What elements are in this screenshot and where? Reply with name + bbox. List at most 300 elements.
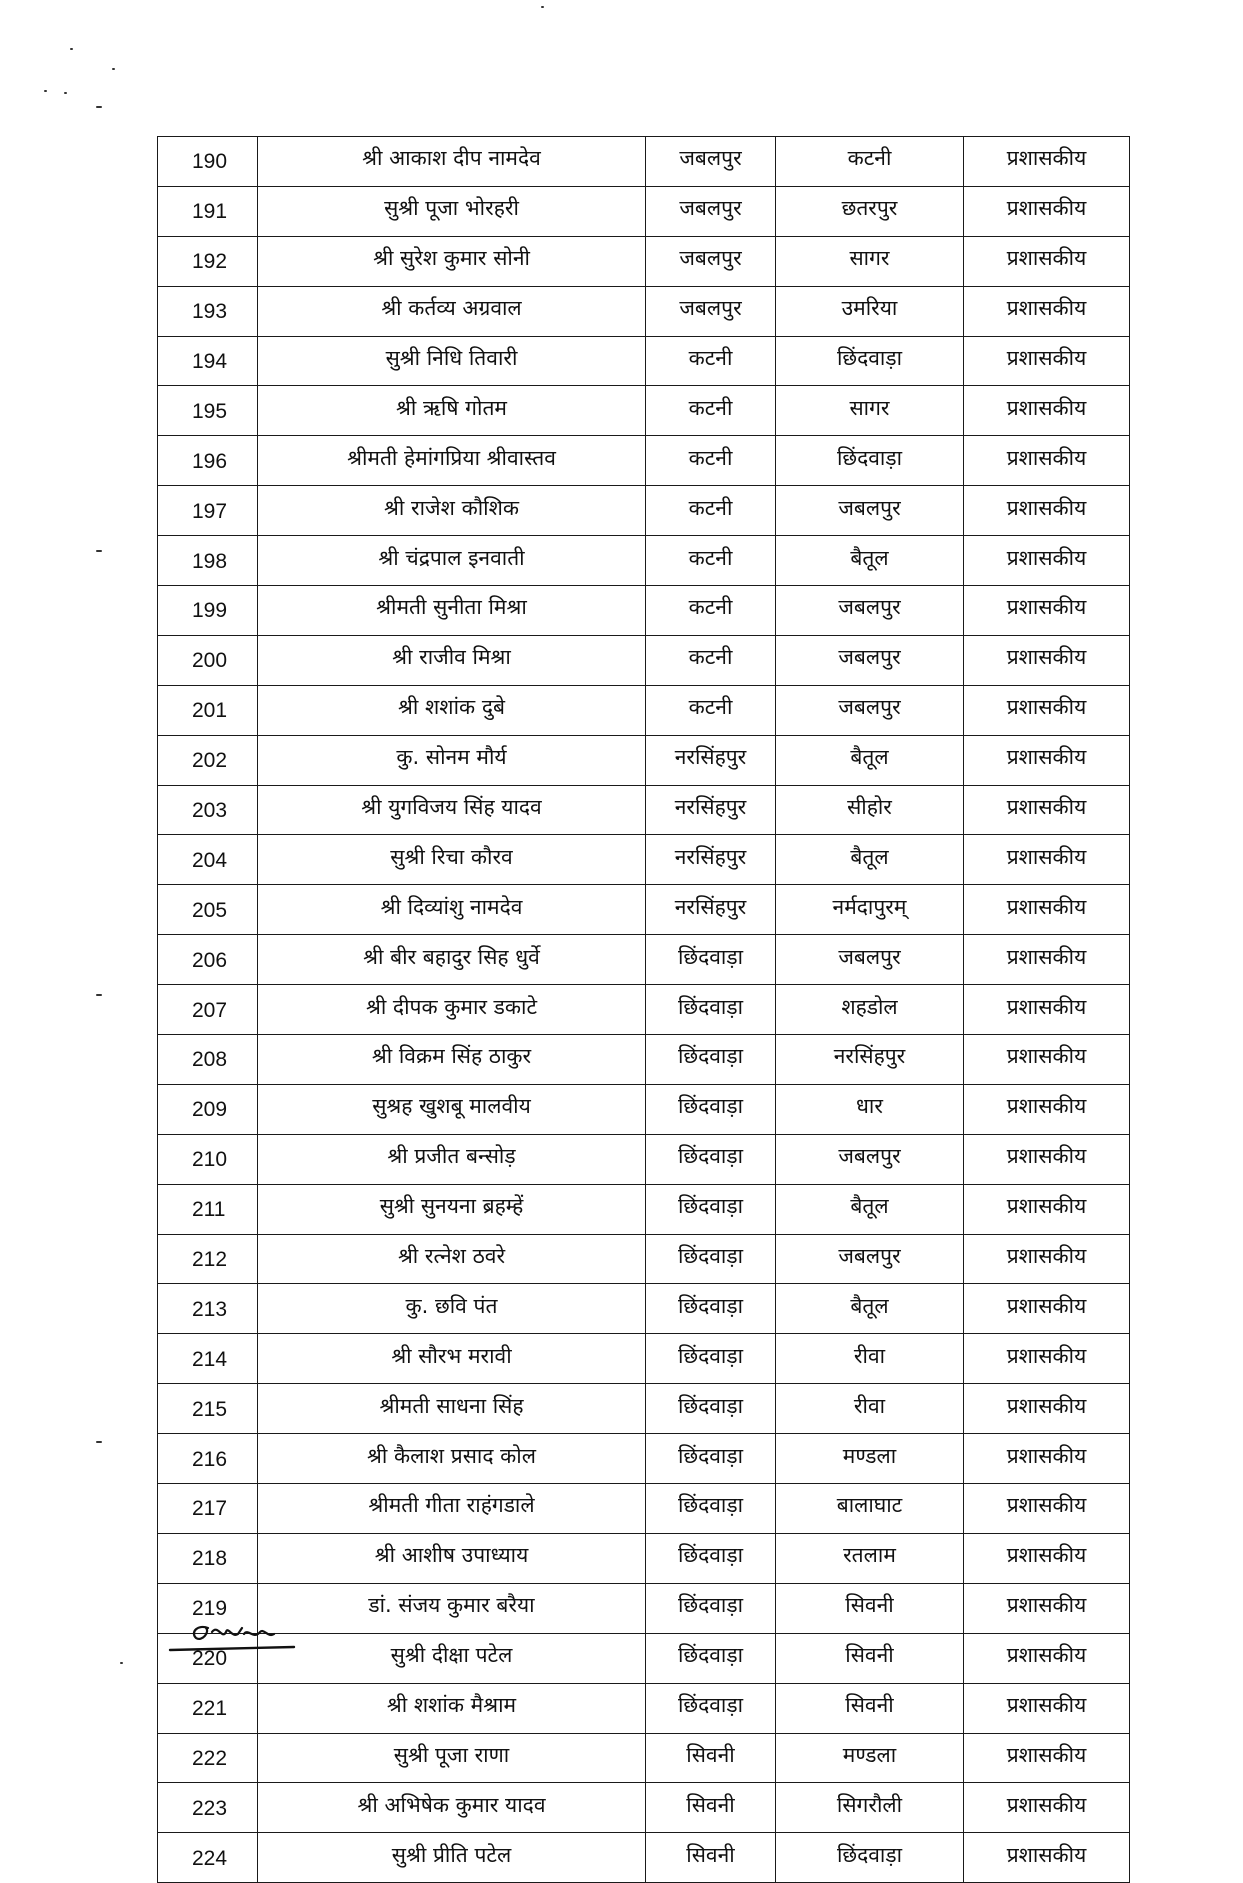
new-posting: छिंदवाड़ा (836, 445, 903, 470)
row-number-cell (158, 785, 258, 835)
employee-name: श्री विक्रम सिंह ठाकुर (371, 1044, 532, 1069)
row-number-cell (158, 1334, 258, 1384)
row-number: 200 (192, 649, 228, 673)
new-posting: रीवा (853, 1343, 886, 1368)
row-number: 221 (192, 1697, 228, 1721)
current-posting-cell (646, 586, 776, 636)
new-posting: सिवनी (845, 1643, 894, 1668)
row-number: 212 (192, 1248, 228, 1272)
transfer-type: प्रशासकीय (1006, 545, 1087, 570)
transfer-type: प्रशासकीय (1006, 1393, 1087, 1418)
employee-name-cell (258, 935, 646, 985)
new-posting-cell (776, 1134, 964, 1184)
current-posting: छिंदवाड़ा (677, 1244, 744, 1269)
table-row (158, 1683, 1130, 1733)
row-number-cell (158, 1783, 258, 1833)
current-posting: जबलपुर (679, 196, 742, 221)
transfer-type: प्रशासकीय (1006, 1293, 1087, 1318)
new-posting-cell (776, 286, 964, 336)
row-number: 192 (192, 250, 228, 274)
transfer-type-cell (964, 436, 1130, 486)
employee-name: सुश्री दीक्षा पटेल (390, 1643, 513, 1668)
new-posting: सागर (849, 395, 890, 420)
current-posting-cell (646, 1533, 776, 1583)
current-posting-cell (646, 1434, 776, 1484)
transfer-type-cell (964, 1134, 1130, 1184)
row-number: 196 (192, 449, 228, 473)
transfer-type-cell (964, 186, 1130, 236)
table-row (158, 885, 1130, 935)
row-number-cell (158, 835, 258, 885)
row-number: 219 (192, 1597, 228, 1621)
current-posting: छिंदवाड़ा (677, 994, 744, 1019)
transfer-type: प्रशासकीय (1006, 645, 1087, 670)
row-number: 224 (192, 1846, 228, 1870)
scan-speck (112, 68, 115, 70)
employee-name-cell (258, 236, 646, 286)
new-posting-cell (776, 1484, 964, 1534)
employee-name: श्री शशांक दुबे (398, 695, 505, 720)
current-posting: छिंदवाड़ा (677, 1293, 744, 1318)
transfer-type: प्रशासकीय (1006, 1543, 1087, 1568)
transfer-type-cell (964, 137, 1130, 187)
current-posting-cell (646, 486, 776, 536)
new-posting: धार (856, 1094, 883, 1119)
row-number: 206 (192, 948, 228, 972)
new-posting: बैतूल (850, 1293, 889, 1318)
row-number-cell (158, 735, 258, 785)
transfer-type-cell (964, 1434, 1130, 1484)
new-posting: रतलाम (843, 1543, 896, 1568)
current-posting-cell (646, 1833, 776, 1883)
transfer-type-cell (964, 536, 1130, 586)
transfer-type: प्रशासकीय (1006, 196, 1087, 221)
employee-name: कु. छवि पंत (405, 1293, 498, 1318)
table-row (158, 785, 1130, 835)
transfer-type-cell (964, 1084, 1130, 1134)
row-number: 195 (192, 399, 228, 423)
new-posting-cell (776, 1533, 964, 1583)
transfer-type: प्रशासकीय (1006, 1194, 1087, 1219)
employee-name: सुश्री प्रीति पटेल (391, 1842, 512, 1867)
new-posting: छतरपुर (841, 196, 898, 221)
current-posting-cell (646, 935, 776, 985)
scan-speck (96, 1441, 102, 1443)
new-posting: जबलपुर (838, 595, 901, 620)
table-row (158, 1384, 1130, 1434)
row-number-cell (158, 685, 258, 735)
current-posting: नरसिंहपुर (674, 795, 747, 820)
employee-name-cell (258, 835, 646, 885)
row-number: 198 (192, 549, 228, 573)
transfer-type: प्रशासकीय (1006, 1643, 1087, 1668)
transfer-type-cell (964, 336, 1130, 386)
new-posting: जबलपुर (838, 645, 901, 670)
transfer-type: प्रशासकीय (1006, 346, 1087, 370)
transfer-type: प्रशासकीय (1006, 246, 1087, 271)
table-row (158, 1084, 1130, 1134)
transfer-type-cell (964, 1783, 1130, 1833)
new-posting-cell (776, 1683, 964, 1733)
current-posting: सिवनी (686, 1742, 735, 1767)
transfer-type: प्रशासकीय (1006, 1693, 1087, 1718)
employee-name: श्रीमती साधना सिंह (379, 1393, 524, 1418)
transfer-type-cell (964, 1484, 1130, 1534)
new-posting-cell (776, 386, 964, 436)
new-posting: मण्डला (842, 1443, 897, 1468)
scan-speck (541, 6, 544, 8)
new-posting: मण्डला (842, 1742, 897, 1767)
employee-name: श्री राजीव मिश्रा (392, 645, 511, 670)
new-posting: जबलपुर (838, 1144, 901, 1169)
transfer-type: प्रशासकीय (1006, 795, 1087, 820)
employee-name: श्रीमती गीता राहंगडाले (368, 1493, 535, 1518)
transfer-type-cell (964, 386, 1130, 436)
signature (168, 1610, 328, 1660)
current-posting-cell (646, 1484, 776, 1534)
employee-name-cell (258, 685, 646, 735)
employee-name: सुश्री रिचा कौरव (390, 844, 513, 869)
row-number-cell (158, 137, 258, 187)
transfer-type: प्रशासकीय (1006, 1742, 1087, 1767)
new-posting-cell (776, 1084, 964, 1134)
table-row (158, 236, 1130, 286)
new-posting: सिवनी (845, 1593, 894, 1618)
new-posting-cell (776, 735, 964, 785)
new-posting-cell (776, 885, 964, 935)
row-number-cell (158, 586, 258, 636)
row-number-cell (158, 1284, 258, 1334)
employee-name: श्री दिव्यांशु नामदेव (380, 894, 523, 919)
table-row (158, 436, 1130, 486)
new-posting-cell (776, 1633, 964, 1683)
new-posting-cell (776, 1783, 964, 1833)
row-number: 197 (192, 499, 228, 523)
transfer-type: प्रशासकीय (1006, 1493, 1087, 1518)
employee-name-cell (258, 635, 646, 685)
row-number-cell (158, 1084, 258, 1134)
current-posting: नरसिंहपुर (674, 844, 747, 869)
employee-name-cell (258, 137, 646, 187)
table-row (158, 1484, 1130, 1534)
transfer-type: प्रशासकीय (1006, 1044, 1087, 1069)
current-posting: छिंदवाड़ा (677, 1443, 744, 1468)
table-row (158, 1434, 1130, 1484)
new-posting: कटनी (847, 146, 892, 171)
row-number: 217 (192, 1497, 228, 1521)
employee-name-cell (258, 885, 646, 935)
new-posting: सिगरौली (836, 1792, 903, 1817)
employee-name-cell (258, 1833, 646, 1883)
current-posting-cell (646, 1084, 776, 1134)
transfer-type-cell (964, 635, 1130, 685)
new-posting: बैतूल (850, 745, 889, 770)
employee-name-cell (258, 1084, 646, 1134)
employee-name: श्री आशीष उपाध्याय (374, 1543, 529, 1568)
new-posting-cell (776, 1334, 964, 1384)
current-posting: कटनी (688, 695, 733, 720)
transfer-type: प्रशासकीय (1006, 495, 1087, 520)
employee-name: श्री शशांक मैश्राम (386, 1693, 517, 1718)
new-posting: जबलपुर (838, 1244, 901, 1269)
table-row (158, 1134, 1130, 1184)
new-posting-cell (776, 1583, 964, 1633)
scan-speck (70, 48, 73, 50)
transfer-type-cell (964, 236, 1130, 286)
transfer-type: प्रशासकीय (1006, 994, 1087, 1019)
employee-name-cell (258, 336, 646, 386)
transfer-type: प्रशासकीय (1006, 146, 1087, 171)
transfer-type: प्रशासकीय (1006, 1443, 1087, 1468)
current-posting: नरसिंहपुर (674, 894, 747, 919)
employee-name: श्री कैलाश प्रसाद कोल (367, 1443, 536, 1468)
employee-name: श्री आकाश दीप नामदेव (362, 146, 541, 171)
current-posting: छिंदवाड़ा (677, 1194, 744, 1219)
new-posting: जबलपुर (838, 495, 901, 520)
row-number-cell (158, 1484, 258, 1534)
employee-name-cell (258, 486, 646, 536)
employee-name-cell (258, 1484, 646, 1534)
row-number-cell (158, 1533, 258, 1583)
row-number: 190 (192, 150, 228, 174)
row-number-cell (158, 286, 258, 336)
row-number: 213 (192, 1297, 228, 1321)
employee-name-cell (258, 1434, 646, 1484)
new-posting-cell (776, 685, 964, 735)
transfer-type-cell (964, 1833, 1130, 1883)
current-posting: छिंदवाड़ा (677, 1693, 744, 1718)
new-posting-cell (776, 536, 964, 586)
current-posting: जबलपुर (679, 146, 742, 171)
transfer-type: प्रशासकीय (1006, 1792, 1087, 1817)
new-posting: छिंदवाड़ा (836, 1842, 903, 1867)
scan-speck (64, 92, 67, 94)
row-number: 191 (192, 200, 228, 224)
new-posting-cell (776, 1284, 964, 1334)
transfer-type: प्रशासकीय (1006, 296, 1087, 321)
transfer-type: प्रशासकीय (1006, 395, 1087, 420)
new-posting: सिवनी (845, 1693, 894, 1718)
new-posting: बैतूल (850, 545, 889, 570)
new-posting-cell (776, 436, 964, 486)
row-number-cell (158, 985, 258, 1035)
row-number: 223 (192, 1796, 228, 1820)
current-posting: कटनी (688, 395, 733, 420)
transfer-type-cell (964, 1184, 1130, 1234)
transfer-type: प्रशासकीय (1006, 1593, 1087, 1618)
employee-name: सुश्री सुनयना ब्रहम्हें (379, 1194, 524, 1219)
current-posting: कटनी (688, 445, 733, 470)
current-posting-cell (646, 436, 776, 486)
current-posting: छिंदवाड़ा (677, 944, 744, 969)
current-posting-cell (646, 137, 776, 187)
table-row (158, 685, 1130, 735)
transfer-type: प्रशासकीय (1006, 944, 1087, 969)
transfer-type: प्रशासकीय (1006, 1144, 1087, 1169)
current-posting: छिंदवाड़ा (677, 1094, 744, 1119)
transfer-type: प्रशासकीय (1006, 745, 1087, 770)
transfer-type: प्रशासकीय (1006, 844, 1087, 869)
row-number: 218 (192, 1547, 228, 1571)
new-posting-cell (776, 835, 964, 885)
current-posting-cell (646, 1384, 776, 1434)
table-row (158, 635, 1130, 685)
current-posting: कटनी (688, 495, 733, 520)
table-row (158, 1783, 1130, 1833)
transfer-type: प्रशासकीय (1006, 1094, 1087, 1119)
row-number: 204 (192, 848, 228, 872)
employee-name-cell (258, 586, 646, 636)
transfer-type-cell (964, 1683, 1130, 1733)
employee-name: श्री ऋषि गोतम (396, 395, 507, 420)
current-posting: कटनी (688, 346, 733, 370)
employee-name: डां. संजय कुमार बरैया (368, 1593, 535, 1618)
row-number-cell (158, 635, 258, 685)
new-posting: नर्मदापुरम् (832, 894, 907, 919)
new-posting: सीहोर (847, 795, 892, 820)
employee-name: सुश्री निधि तिवारी (385, 346, 518, 370)
current-posting-cell (646, 236, 776, 286)
employee-name: श्री दीपक कुमार डकाटे (365, 994, 538, 1019)
employee-name-cell (258, 286, 646, 336)
row-number: 216 (192, 1447, 228, 1471)
new-posting: नरसिंहपुर (833, 1044, 906, 1069)
employee-name-cell (258, 386, 646, 436)
current-posting-cell (646, 336, 776, 386)
new-posting-cell (776, 935, 964, 985)
employee-name: श्री रत्नेश ठवरे (397, 1244, 506, 1269)
row-number: 209 (192, 1098, 228, 1122)
new-posting-cell (776, 186, 964, 236)
row-number-cell (158, 1134, 258, 1184)
new-posting: सागर (849, 246, 890, 271)
employee-name-cell (258, 985, 646, 1035)
new-posting-cell (776, 1234, 964, 1284)
employee-name-cell (258, 436, 646, 486)
transfer-type: प्रशासकीय (1006, 695, 1087, 720)
employee-name-cell (258, 536, 646, 586)
employee-name-cell (258, 735, 646, 785)
row-number-cell (158, 486, 258, 536)
current-posting: कटनी (688, 645, 733, 670)
table-row (158, 1533, 1130, 1583)
table-row (158, 1334, 1130, 1384)
row-number-cell (158, 1234, 258, 1284)
current-posting: छिंदवाड़ा (677, 1144, 744, 1169)
transfer-type-cell (964, 286, 1130, 336)
row-number: 193 (192, 300, 228, 324)
employee-name: श्री चंद्रपाल इनवाती (378, 545, 525, 570)
row-number: 194 (192, 350, 228, 373)
row-number-cell (158, 935, 258, 985)
current-posting-cell (646, 735, 776, 785)
transfer-type: प्रशासकीय (1006, 1244, 1087, 1269)
employee-name-cell (258, 1683, 646, 1733)
new-posting-cell (776, 985, 964, 1035)
row-number: 205 (192, 898, 228, 922)
current-posting: नरसिंहपुर (674, 745, 747, 770)
transfer-type-cell (964, 685, 1130, 735)
employee-name: श्री प्रजीत बन्सोड़ (387, 1144, 516, 1169)
current-posting-cell (646, 1234, 776, 1284)
current-posting-cell (646, 1583, 776, 1633)
employee-name-cell (258, 1184, 646, 1234)
transfer-type-cell (964, 985, 1130, 1035)
current-posting-cell (646, 1633, 776, 1683)
table-row (158, 336, 1130, 386)
row-number-cell (158, 1434, 258, 1484)
row-number-cell (158, 386, 258, 436)
scan-speck (96, 550, 102, 552)
transfer-type-cell (964, 735, 1130, 785)
employee-name-cell (258, 1533, 646, 1583)
current-posting-cell (646, 386, 776, 436)
current-posting: छिंदवाड़ा (677, 1593, 744, 1618)
transfer-type-cell (964, 785, 1130, 835)
transfer-type-cell (964, 586, 1130, 636)
employee-name: सुश्री पूजा राणा (393, 1742, 510, 1767)
employee-name: श्रीमती सुनीता मिश्रा (376, 595, 527, 620)
new-posting: जबलपुर (838, 944, 901, 969)
row-number-cell (158, 336, 258, 386)
transfer-type-cell (964, 1733, 1130, 1783)
employee-name: सुश्रह खुशबू मालवीय (372, 1094, 531, 1119)
current-posting-cell (646, 536, 776, 586)
transfer-type: प्रशासकीय (1006, 595, 1087, 620)
row-number: 222 (192, 1746, 228, 1770)
table-row (158, 1733, 1130, 1783)
new-posting-cell (776, 586, 964, 636)
transfer-type: प्रशासकीय (1006, 445, 1087, 470)
new-posting-cell (776, 635, 964, 685)
transfer-type: प्रशासकीय (1006, 894, 1087, 919)
table-row (158, 1284, 1130, 1334)
current-posting-cell (646, 1733, 776, 1783)
new-posting-cell (776, 336, 964, 386)
transfer-type: प्रशासकीय (1006, 1842, 1087, 1867)
transfer-type-cell (964, 1284, 1130, 1334)
new-posting-cell (776, 1434, 964, 1484)
current-posting: छिंदवाड़ा (677, 1543, 744, 1568)
employee-name: श्री राजेश कौशिक (384, 495, 519, 520)
new-posting: शहडोल (841, 994, 898, 1019)
table-row (158, 935, 1130, 985)
scan-speck (44, 90, 47, 92)
transfer-type-cell (964, 1633, 1130, 1683)
table-row (158, 1234, 1130, 1284)
employee-name-cell (258, 1284, 646, 1334)
scan-speck (96, 106, 102, 108)
row-number: 199 (192, 599, 228, 623)
table-row (158, 486, 1130, 536)
new-posting-cell (776, 1035, 964, 1085)
new-posting-cell (776, 137, 964, 187)
current-posting-cell (646, 1134, 776, 1184)
current-posting-cell (646, 1783, 776, 1833)
employee-name: श्री बीर बहादुर सिह धुर्वे (363, 944, 540, 969)
new-posting-cell (776, 1384, 964, 1434)
row-number-cell (158, 1035, 258, 1085)
current-posting-cell (646, 635, 776, 685)
row-number: 220 (192, 1647, 228, 1671)
employee-name: कु. सोनम मौर्य (396, 745, 507, 770)
new-posting-cell (776, 1184, 964, 1234)
row-number: 211 (192, 1198, 226, 1222)
transfer-type: प्रशासकीय (1006, 1343, 1087, 1368)
current-posting-cell (646, 885, 776, 935)
table-row (158, 835, 1130, 885)
transfer-type-cell (964, 1384, 1130, 1434)
